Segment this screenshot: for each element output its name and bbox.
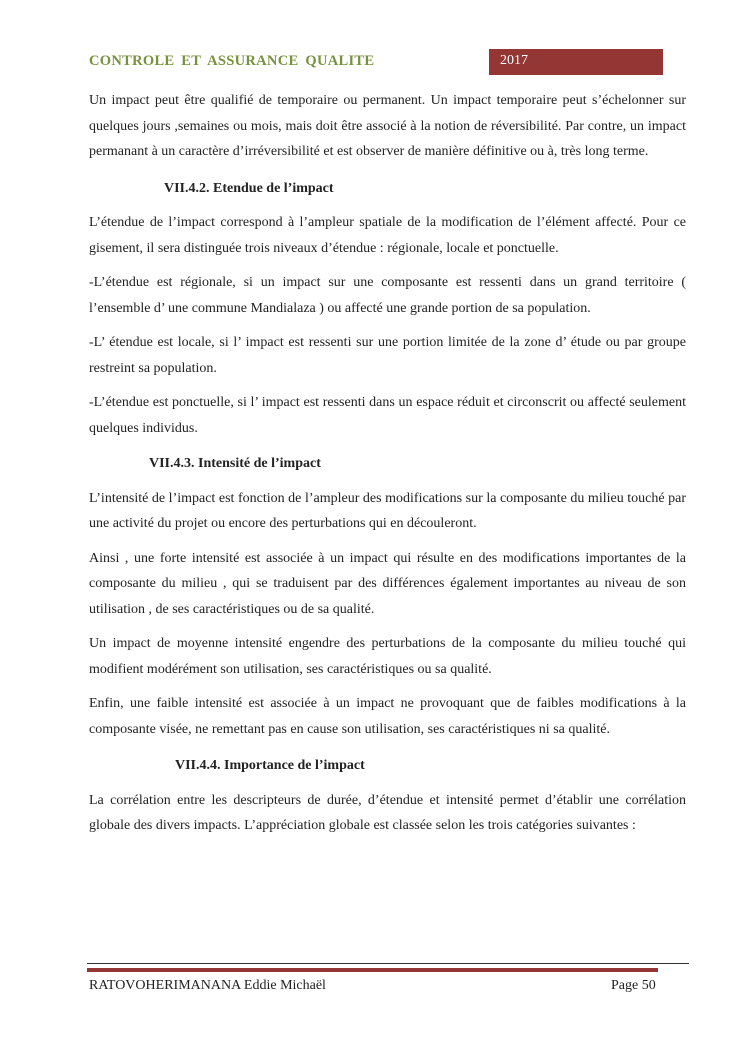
paragraph-intensite-forte: Ainsi , une forte intensité est associée à un impact qui résulte en des modifications importantes de la composante du milieu , qui se traduisent par des différences également importantes au niveau de son utilisation , de ses caractéristiques ou de sa qualité.: [89, 550, 686, 617]
footer-author: RATOVOHERIMANANA Eddie Michaël: [89, 978, 326, 993]
paragraph-etendue-definition: L’étendue de l’impact correspond à l’ampleur spatiale de la modification de l’élément affecté. Pour ce gisement, il sera distinguée trois niveaux d’étendue : régionale, locale et ponctuelle.: [89, 215, 686, 256]
section-heading-etendue: VII.4.2. Etendue de l’impact: [164, 180, 334, 196]
paragraph-importance-correlation: La corrélation entre les descripteurs de durée, d’étendue et intensité permet d’établir une corrélation globale des divers impacts. L’appréciation globale est classée selon les trois catégories suivantes :: [89, 792, 686, 833]
document-header-title: CONTROLE ET ASSURANCE QUALITE: [89, 53, 375, 69]
footer-accent-bar: [87, 968, 658, 972]
document-header-year: 2017: [489, 49, 663, 75]
paragraph-impact-duration: Un impact peut être qualifié de temporaire ou permanent. Un impact temporaire peut s’échelonner sur quelques jours ,semaines ou mois, mais doit être associé à la notion de réversibilité. Par contre, un impact permanant à un caractère d’irréversibilité et est observer de manière définitive ou à, très long terme.: [89, 93, 686, 159]
paragraph-intensite-moyenne: Un impact de moyenne intensité engendre des perturbations de la composante du milieu touché qui modifient modérément son utilisation, ses caractéristiques ou sa qualité.: [89, 636, 686, 677]
document-body: [89, 88, 686, 839]
footer-divider-line: [87, 963, 689, 964]
paragraph-intensite-faible: Enfin, une faible intensité est associée à un impact ne provoquant que de faibles modifications à la composante visée, ne remettant pas en cause son utilisation, ses caractéristiques ni sa qualité.: [89, 696, 686, 737]
paragraph-etendue-regionale: -L’étendue est régionale, si un impact sur une composante est ressenti dans un grand territoire ( l’ensemble d’ une commune Mandialaza ) ou affecté une grande portion de sa population.: [89, 275, 686, 316]
paragraph-intensite-definition: L’intensité de l’impact est fonction de l’ampleur des modifications sur la composante du milieu touché par une activité du projet ou encore des perturbations qui en découleront.: [89, 490, 686, 531]
footer-page-number: Page 50: [611, 978, 656, 993]
paragraph-etendue-ponctuelle: -L’étendue est ponctuelle, si l’ impact est ressenti dans un espace réduit et circonscrit ou affecté seulement quelques individus.: [89, 395, 686, 436]
paragraph-etendue-locale: -L’ étendue est locale, si l’ impact est ressenti sur une portion limitée de la zone d’ étude ou par groupe restreint sa population.: [89, 335, 686, 376]
section-heading-intensite: VII.4.3. Intensité de l’impact: [149, 456, 321, 471]
section-heading-importance: VII.4.4. Importance de l’impact: [175, 758, 365, 773]
